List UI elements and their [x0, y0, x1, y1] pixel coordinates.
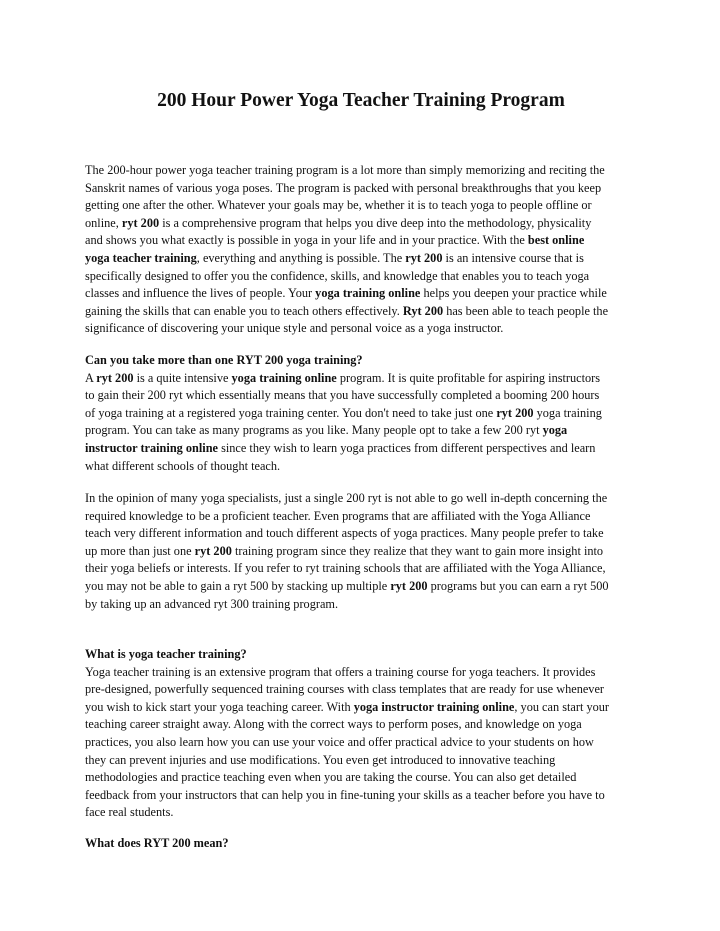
text-line [85, 162, 645, 180]
text-line [85, 387, 645, 405]
text-run: specifically designed to offer you the confidence, skills, and knowledge that enables you to teach yoga [85, 268, 590, 283]
text-line [85, 699, 645, 717]
text-line [85, 268, 645, 286]
text-run: what different schools of thought teach. [85, 458, 281, 473]
text-line [85, 250, 645, 268]
text-run: feedback from your instructors that can help you in fine-tuning your skills as a teacher before you have to [85, 787, 605, 802]
text-line [85, 596, 645, 614]
bold-keyword: yoga instructor training online [353, 699, 515, 714]
text-line [85, 787, 645, 805]
text-run: is a quite intensive [133, 370, 232, 385]
text-run: by taking up an advanced ryt 300 training program. [85, 596, 339, 611]
document-title: 200 Hour Power Yoga Teacher Training Program [157, 90, 565, 111]
section-ryt-200-meaning [85, 835, 645, 853]
bold-keyword: ryt 200 [390, 578, 428, 593]
text-line [85, 804, 645, 822]
text-line [85, 769, 645, 787]
text-run: you wish to kick start your yoga teaching career. With [85, 699, 354, 714]
text-run: The 200-hour power yoga teacher training program is a lot more than simply memorizing and reciting the [85, 163, 605, 177]
text-run: program. You can take as many programs as you like. Many people opt to take a few 200 ryt [85, 423, 543, 438]
text-line [85, 752, 645, 770]
text-run: In the opinion of many yoga specialists, just a single 200 ryt is not able to go well in-depth concerning the [85, 491, 608, 505]
answer-more-than-one [85, 370, 645, 476]
text-run: getting one after the other. Whatever your goals may be, whether it is to teach yoga to people offline or [85, 198, 592, 213]
text-line [85, 215, 645, 233]
text-run: Sanskrit names of various yoga poses. The program is packed with personal breakthroughs that you keep [85, 180, 602, 195]
section-what-is-training [85, 646, 645, 822]
section-more-than-one [85, 352, 645, 475]
text-run: A [85, 370, 97, 385]
text-line [85, 197, 645, 215]
bold-keyword: instructor training online [85, 440, 218, 455]
text-line [85, 734, 645, 752]
text-run: up more than just one [85, 543, 195, 558]
text-run: pre-designed, powerfully sequenced training courses with class templates that are ready for use whenever [85, 682, 605, 697]
text-run: significance of discovering your unique style and personal voice as a yoga instructor. [85, 321, 504, 336]
bold-keyword: ryt 200 [96, 370, 134, 385]
text-line [85, 180, 645, 198]
text-run: their yoga beliefs or interests. If you refer to ryt training schools that are affiliated with the Yoga Alliance, [85, 561, 606, 576]
bold-keyword: Ryt 200 [402, 303, 444, 318]
text-run: , you can start your [514, 699, 609, 714]
text-run: helps you deepen your practice while [420, 286, 607, 301]
bold-keyword: best online [527, 233, 585, 248]
text-run: and shows you what exactly is possible in yoga in your life and in your practice. With the [85, 233, 528, 248]
bold-keyword: ryt 200 [194, 543, 232, 558]
text-run: is a comprehensive program that helps you dive deep into the methodology, physicality [159, 215, 592, 230]
section-heading-what-is-training: What is yoga teacher training? [85, 647, 247, 661]
text-run: of yoga training at a registered yoga training center. You don't need to take just one [85, 405, 497, 420]
text-line [85, 543, 645, 561]
text-line [85, 440, 645, 458]
text-line [85, 490, 645, 508]
bold-keyword: yoga training online [231, 370, 337, 385]
specialists-paragraph [85, 490, 645, 613]
bold-keyword: ryt 200 [121, 215, 160, 230]
text-line [85, 422, 645, 440]
text-line [85, 508, 645, 526]
text-line [85, 232, 645, 250]
text-line [85, 370, 645, 388]
text-run: required knowledge to be a proficient teacher. Even programs that are affiliated with the Yoga Alliance [85, 508, 591, 523]
text-run: yoga training [533, 405, 602, 420]
text-run: programs but you can earn a ryt 500 [427, 578, 609, 593]
text-line [85, 681, 645, 699]
bold-keyword: yoga [542, 423, 568, 438]
intro-paragraph [85, 162, 645, 338]
section-heading-ryt-200-meaning: What does RYT 200 mean? [85, 836, 229, 850]
text-line [85, 285, 645, 303]
text-run: gaining the skills that can enable you to teach others effectively. [85, 303, 403, 318]
text-run: training program since they realize that they want to gain more insight into [231, 543, 604, 558]
text-run: classes and influence the lives of people. Your [85, 286, 316, 301]
text-line [85, 560, 645, 578]
bold-keyword: ryt 200 [496, 405, 534, 420]
text-run: program. It is quite profitable for aspiring instructors [336, 370, 601, 385]
text-run: Yoga teacher training is an extensive program that offers a training course for yoga teachers. It provides [85, 664, 596, 679]
text-run: you may not be able to gain a ryt 500 by stacking up multiple [85, 578, 391, 593]
text-run: methodologies and practice teaching even when you are taking the course. You can also get detailed [85, 770, 577, 785]
text-line [85, 458, 645, 476]
text-run: is an intensive course that is [442, 250, 584, 265]
section-heading-more-than-one: Can you take more than one RYT 200 yoga training? [85, 353, 363, 367]
text-line [85, 303, 645, 321]
text-run: teaching career straight away. Along with the correct ways to perform poses, and knowledge on yoga [85, 717, 582, 732]
text-run: to gain their 200 ryt which essentially means that you have successfully completed a booming 200 hours [85, 388, 600, 403]
text-run: since they wish to learn yoga practices from different perspectives and learn [218, 440, 596, 455]
text-run: they can prevent injuries and use modifications. You even get introduced to innovative teaching [85, 752, 556, 767]
bold-keyword: yoga teacher training [85, 250, 197, 265]
bold-keyword: yoga training online [315, 286, 421, 301]
text-line [85, 525, 645, 543]
text-run: face real students. [85, 805, 174, 820]
text-run: teach very different information and touch different aspects of yoga practices. Many people prefer to take [85, 526, 604, 541]
text-line [85, 320, 645, 338]
text-run: online, [85, 215, 122, 230]
text-run: has been able to teach people the [443, 303, 609, 318]
text-line [85, 578, 645, 596]
text-run: practices, you also learn how you can use your voice and offer practical advice to your students on how [85, 734, 594, 749]
text-run: , everything and anything is possible. The [196, 250, 406, 265]
answer-what-is-training [85, 664, 645, 822]
text-line [85, 716, 645, 734]
bold-keyword: ryt 200 [405, 250, 443, 265]
text-line [85, 405, 645, 423]
text-line [85, 664, 645, 682]
